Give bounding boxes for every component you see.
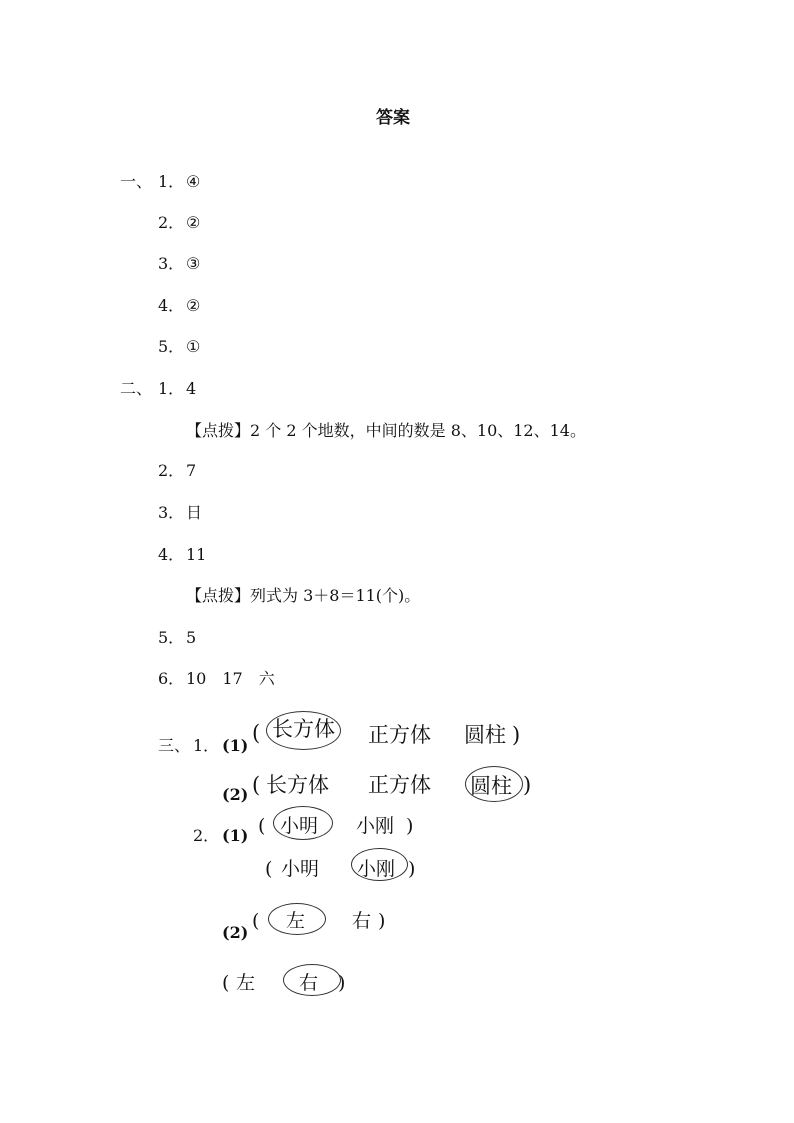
s3-q2-num: 2． xyxy=(193,826,220,845)
section-3-label: 三、 xyxy=(158,736,191,755)
close-paren: ) xyxy=(523,773,532,797)
option-right: 右 xyxy=(299,972,319,994)
option-xiaogang: 小刚 xyxy=(356,815,395,837)
s1-q3-answer: ③ xyxy=(186,254,201,273)
s2-q2-answer: 7 xyxy=(186,461,197,480)
close-paren: ) xyxy=(378,910,386,932)
s1-q2-answer: ② xyxy=(186,213,201,232)
s2-q3-answer: 日 xyxy=(186,503,203,522)
s3-q1-num: 1． xyxy=(193,736,220,755)
s2-q3-num: 3． xyxy=(158,503,185,522)
option-xiaoming: 小明 xyxy=(281,858,320,880)
s1-q3-num: 3． xyxy=(158,254,185,273)
s2-q5-answer: 5 xyxy=(186,628,197,647)
s2-q4-tip: 【点拨】列式为 3＋8＝11(个)。 xyxy=(186,586,421,605)
s1-q1-answer: ④ xyxy=(186,172,201,191)
s2-q4-num: 4． xyxy=(158,545,185,564)
open-paren: ( xyxy=(222,972,230,994)
close-paren: ) xyxy=(338,972,346,994)
close-paren: ) xyxy=(512,723,521,747)
option-cube: 正方体 xyxy=(368,773,431,797)
s2-q2-num: 2． xyxy=(158,461,185,480)
s3-q1-part2-label: (2) xyxy=(222,785,249,804)
option-xiaogang: 小刚 xyxy=(357,858,396,880)
s1-q2-num: 2． xyxy=(158,213,185,232)
open-paren: ( xyxy=(258,815,266,837)
option-xiaoming: 小明 xyxy=(280,815,319,837)
s1-q1-num: 1． xyxy=(158,172,185,191)
s2-q4-answer: 11 xyxy=(186,545,207,564)
open-paren: ( xyxy=(265,858,273,880)
s3-q2-part1-label: (1) xyxy=(222,826,249,845)
close-paren: ) xyxy=(406,815,414,837)
option-cube: 正方体 xyxy=(368,723,431,747)
s1-q5-answer: ① xyxy=(186,337,201,356)
s3-q1-part1-label: (1) xyxy=(222,736,249,755)
option-cuboid: 长方体 xyxy=(272,717,335,741)
s1-q5-num: 5． xyxy=(158,337,185,356)
open-paren: ( xyxy=(252,721,261,745)
page-title: 答案 xyxy=(376,108,410,128)
s2-q5-num: 5． xyxy=(158,628,185,647)
s2-q6-answer: 10 17 六 xyxy=(186,669,275,688)
s2-q1-tip: 【点拨】2 个 2 个地数，中间的数是 8、10、12、14。 xyxy=(186,421,586,440)
close-paren: ) xyxy=(408,858,416,880)
option-cylinder: 圆柱 xyxy=(464,723,506,747)
open-paren: ( xyxy=(252,773,261,797)
s1-q4-num: 4． xyxy=(158,296,185,315)
option-right: 右 xyxy=(352,910,372,932)
s1-q4-answer: ② xyxy=(186,296,201,315)
s2-q1-num: 1． xyxy=(158,379,185,398)
option-left: 左 xyxy=(236,972,256,994)
s3-q2-part2-label: (2) xyxy=(222,923,249,942)
s2-q6-num: 6． xyxy=(158,669,185,688)
section-1-label: 一、 xyxy=(120,172,153,191)
option-left: 左 xyxy=(286,910,306,932)
option-cylinder: 圆柱 xyxy=(470,774,512,798)
section-2-label: 二、 xyxy=(120,379,153,398)
option-cuboid: 长方体 xyxy=(266,773,329,797)
open-paren: ( xyxy=(252,910,260,932)
s2-q1-answer: 4 xyxy=(186,379,197,398)
